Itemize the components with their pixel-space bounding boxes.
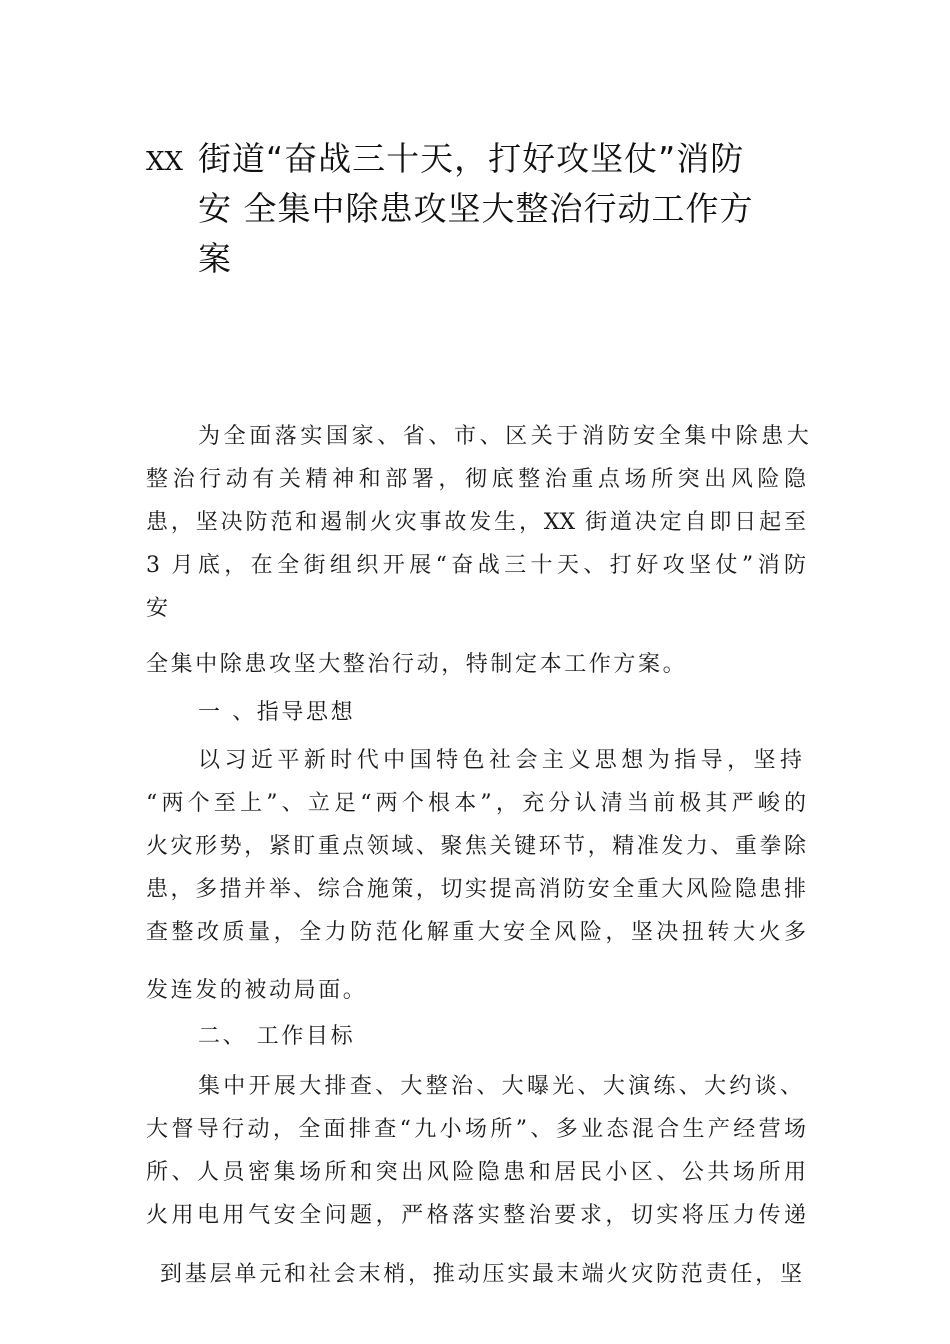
intro-line-3: 患，坚决防范和遏制火灾事故发生，XX 街道决定自即日起至: [146, 510, 806, 535]
section1-line-4: 患，多措并举、综合施策，切实提高消防安全重大风险隐患排: [146, 877, 806, 902]
section1-line-6: 发连发的被动局面。: [146, 978, 368, 1003]
title-line-1: [146, 134, 796, 184]
intro-line-2: 整治行动有关精神和部署，彻底整治重点场所突出风险隐: [146, 467, 806, 492]
section2-line-1: 集中开展大排查、大整治、大曝光、大演练、大约谈、: [198, 1074, 802, 1099]
title-prefix: XX: [146, 147, 184, 177]
document-title: [146, 134, 796, 284]
title-line-3: 案: [198, 239, 232, 278]
section2-line-5: 到基层单元和社会末梢，推动压实最末端火灾防范责任，坚: [160, 1262, 802, 1287]
section1-line-2: “两个至上”、立足“两个根本”，充分认清当前极其严峻的: [146, 791, 806, 816]
section2-line-4: 火用电用气安全问题，严格落实整治要求，切实将压力传递: [146, 1203, 806, 1228]
section1-line-3: 火灾形势，紧盯重点领域、聚焦关键环节，精准发力、重拳除: [146, 834, 806, 859]
intro-line-1: 为全面落实国家、省、市、区关于消防安全集中除患大: [198, 424, 813, 449]
title-line-2: 安 全集中除患攻坚大整治行动工作方: [198, 189, 754, 228]
section2-line-3: 所、人员密集场所和突出风险隐患和居民小区、公共场所用: [146, 1160, 806, 1185]
intro-line-5: 安: [146, 596, 172, 621]
section-heading-2: 二、 工作目标: [198, 1024, 356, 1049]
section1-line-1: 以习近平新时代中国特色社会主义思想为指导，坚持: [198, 748, 802, 773]
section-heading-1: 一 、指导思想: [198, 700, 356, 725]
intro-line-6: 全集中除患攻坚大整治行动，特制定本工作方案。: [146, 652, 688, 677]
section1-line-5: 查整改质量，全力防范化解重大安全风险，坚决扭转大火多: [146, 920, 806, 945]
intro-line-4: 3 月底，在全街组织开展“奋战三十天、打好攻坚仗”消防: [146, 553, 806, 578]
section2-line-2: 大督导行动，全面排查“九小场所”、多业态混合生产经营场: [146, 1117, 806, 1142]
title-line-1-text: 街道“奋战三十天，打好攻坚仗”消防: [198, 139, 745, 178]
